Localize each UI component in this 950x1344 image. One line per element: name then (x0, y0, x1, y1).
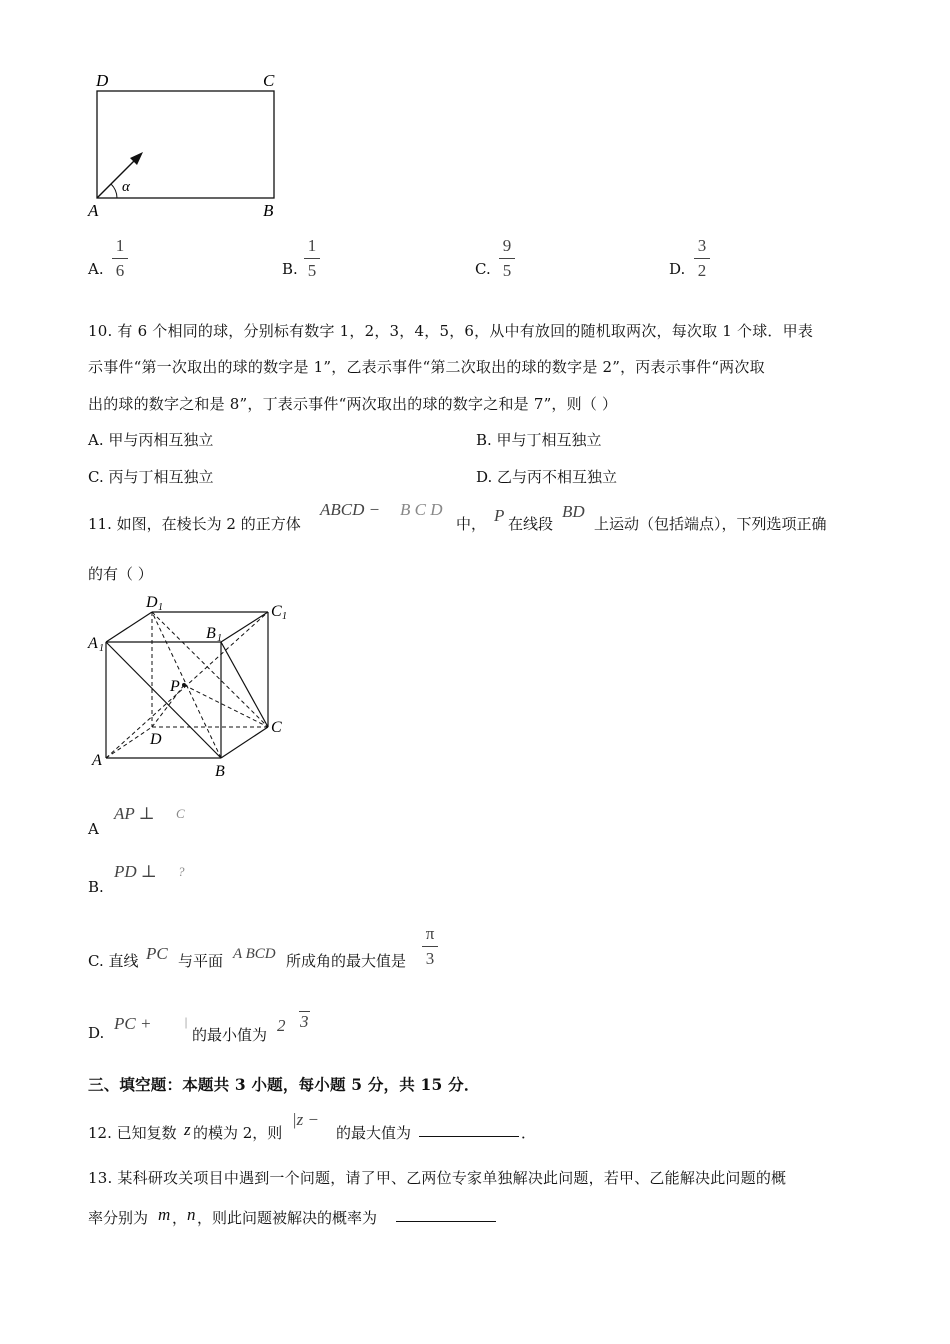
q10-option-c[interactable]: C. 丙与丁相互独立 (88, 468, 214, 486)
q11-option-a-math: AP ⊥ (114, 804, 155, 823)
q11-option-c-math2: A BCD (233, 946, 276, 962)
frac-den: 5 (502, 261, 512, 280)
option-b-letter[interactable]: B. (282, 260, 298, 278)
frac-num: π (425, 924, 435, 943)
q11-option-c-fraction (420, 924, 440, 969)
q11-option-d-faint: | (184, 1014, 188, 1029)
q10-option-b[interactable]: B. 甲与丁相互独立 (476, 431, 602, 449)
q11-option-c-math1: PC (146, 944, 168, 963)
q10-line3: 出的球的数字之和是 8”，丁表示事件“两次取出的球的数字之和是 7”，则（ ） (88, 395, 618, 413)
q10-option-d[interactable]: D. 乙与丙不相互独立 (476, 468, 618, 486)
option-d-letter[interactable]: D. (669, 260, 686, 278)
q11-suffix: 上运动（包括端点），下列选项正确 (594, 515, 827, 533)
edge-b1c (221, 642, 268, 727)
q13-line2-post: ，则此问题被解决的概率为 (197, 1209, 378, 1227)
q13-line2-pre: 率分别为 (88, 1209, 149, 1227)
edge-ad (106, 727, 152, 758)
option-d-fraction (692, 236, 712, 281)
option-a-fraction (110, 236, 130, 281)
frac-num: 9 (502, 236, 512, 255)
q12-post: 的最大值为 (336, 1124, 412, 1142)
label-a1-sub: 1 (99, 643, 104, 654)
label-b1-sub: 1 (217, 633, 222, 644)
q13-sep: ， (172, 1209, 188, 1227)
label-d: D (96, 71, 109, 90)
label-a: A (88, 201, 99, 220)
q13-answer-blank[interactable] (396, 1207, 496, 1222)
label-b: B (263, 201, 274, 220)
edge-a1b (106, 642, 221, 758)
q11-cube-math-b: B C D (400, 500, 443, 519)
frac-num: 1 (115, 236, 125, 255)
q12-mid: 的模为 2，则 (193, 1124, 283, 1142)
q11-mid2: 在线段 (508, 515, 554, 533)
label-d: D (150, 731, 162, 748)
option-c-letter[interactable]: C. (475, 260, 491, 278)
q11-line2: 的有（ ） (88, 565, 153, 583)
label-b1: B (206, 625, 216, 642)
frac-den: 3 (425, 949, 435, 968)
q13-n: n (187, 1205, 196, 1224)
option-a-letter[interactable]: A. (88, 260, 104, 278)
q11-option-d-sqrt: 3 (300, 1012, 309, 1031)
label-c: C (271, 719, 282, 736)
q11-option-b-math: PD ⊥ (114, 862, 157, 881)
label-alpha: α (122, 179, 130, 195)
frac-num: 3 (697, 236, 707, 255)
label-p: P (170, 678, 180, 695)
q11-p-var: P (494, 506, 505, 525)
option-b-fraction (302, 236, 322, 281)
label-c1: C (271, 603, 282, 620)
q11-option-b[interactable]: B. (88, 878, 104, 896)
q12-pre: 12. 已知复数 (88, 1124, 177, 1142)
q12-answer-blank[interactable] (419, 1122, 519, 1137)
angle-arc (111, 184, 117, 198)
label-d1: D (146, 594, 158, 611)
q10-line1: 10. 有 6 个相同的球，分别标有数字 1，2，3，4，5，6，从中有放回的随机取两次，每次取 1 个球．甲表 (88, 322, 814, 340)
q11-cube-math-a: ABCD − (320, 500, 381, 519)
label-b: B (215, 763, 225, 780)
q12-var: z (184, 1120, 191, 1139)
q11-seg-var: BD (562, 502, 585, 521)
q11-option-d-pre[interactable]: D. (88, 1024, 105, 1042)
q12-abs-math: |z − (292, 1110, 320, 1129)
q11-option-a-faint: C (176, 806, 185, 821)
q10-option-a[interactable]: A. 甲与丙相互独立 (88, 431, 214, 449)
frac-num: 1 (307, 236, 317, 255)
rectangle-figure (80, 66, 300, 226)
option-c-fraction (497, 236, 517, 281)
label-a: A (92, 752, 102, 769)
q10-line2: 示事件“第一次取出的球的数字是 1”，乙表示事件“第二次取出的球的数字是 2”，丙表示事件“两次取 (88, 358, 765, 376)
point-p (182, 683, 186, 687)
q11-option-c-pre[interactable]: C. 直线 (88, 952, 139, 970)
edge-bc (221, 727, 268, 758)
frac-den: 2 (697, 261, 707, 280)
q11-option-b-faint: ? (178, 864, 185, 879)
edge-b1c1 (221, 612, 268, 642)
q12-end: ． (521, 1124, 537, 1142)
label-c1-sub: 1 (282, 611, 287, 622)
q11-option-d-math: PC + (114, 1014, 152, 1033)
q11-option-d-val: 2 (277, 1016, 286, 1035)
q11-prefix: 11. 如图，在棱长为 2 的正方体 (88, 515, 301, 533)
q13-m: m (158, 1205, 171, 1224)
frac-den: 5 (307, 261, 317, 280)
label-a1: A (88, 635, 98, 652)
q13-line1: 13. 某科研攻关项目中遇到一个问题，请了甲、乙两位专家单独解决此问题，若甲、乙能解决此问题的概 (88, 1169, 787, 1187)
q11-option-a[interactable]: A (88, 820, 99, 838)
frac-den: 6 (115, 261, 125, 280)
q11-mid1: 中， (456, 515, 487, 533)
edge-a1d1 (106, 612, 152, 642)
q11-option-c-mid: 与平面 (178, 952, 224, 970)
q11-option-d-post: 的最小值为 (192, 1026, 268, 1044)
label-d1-sub: 1 (158, 602, 163, 613)
label-c: C (263, 71, 275, 90)
q11-option-c-post: 所成角的最大值是 (286, 952, 407, 970)
cube-figure (84, 590, 299, 780)
section3-title: 三、填空题：本题共 3 小题，每小题 5 分，共 15 分． (88, 1075, 480, 1094)
vector-arrow (97, 157, 138, 198)
